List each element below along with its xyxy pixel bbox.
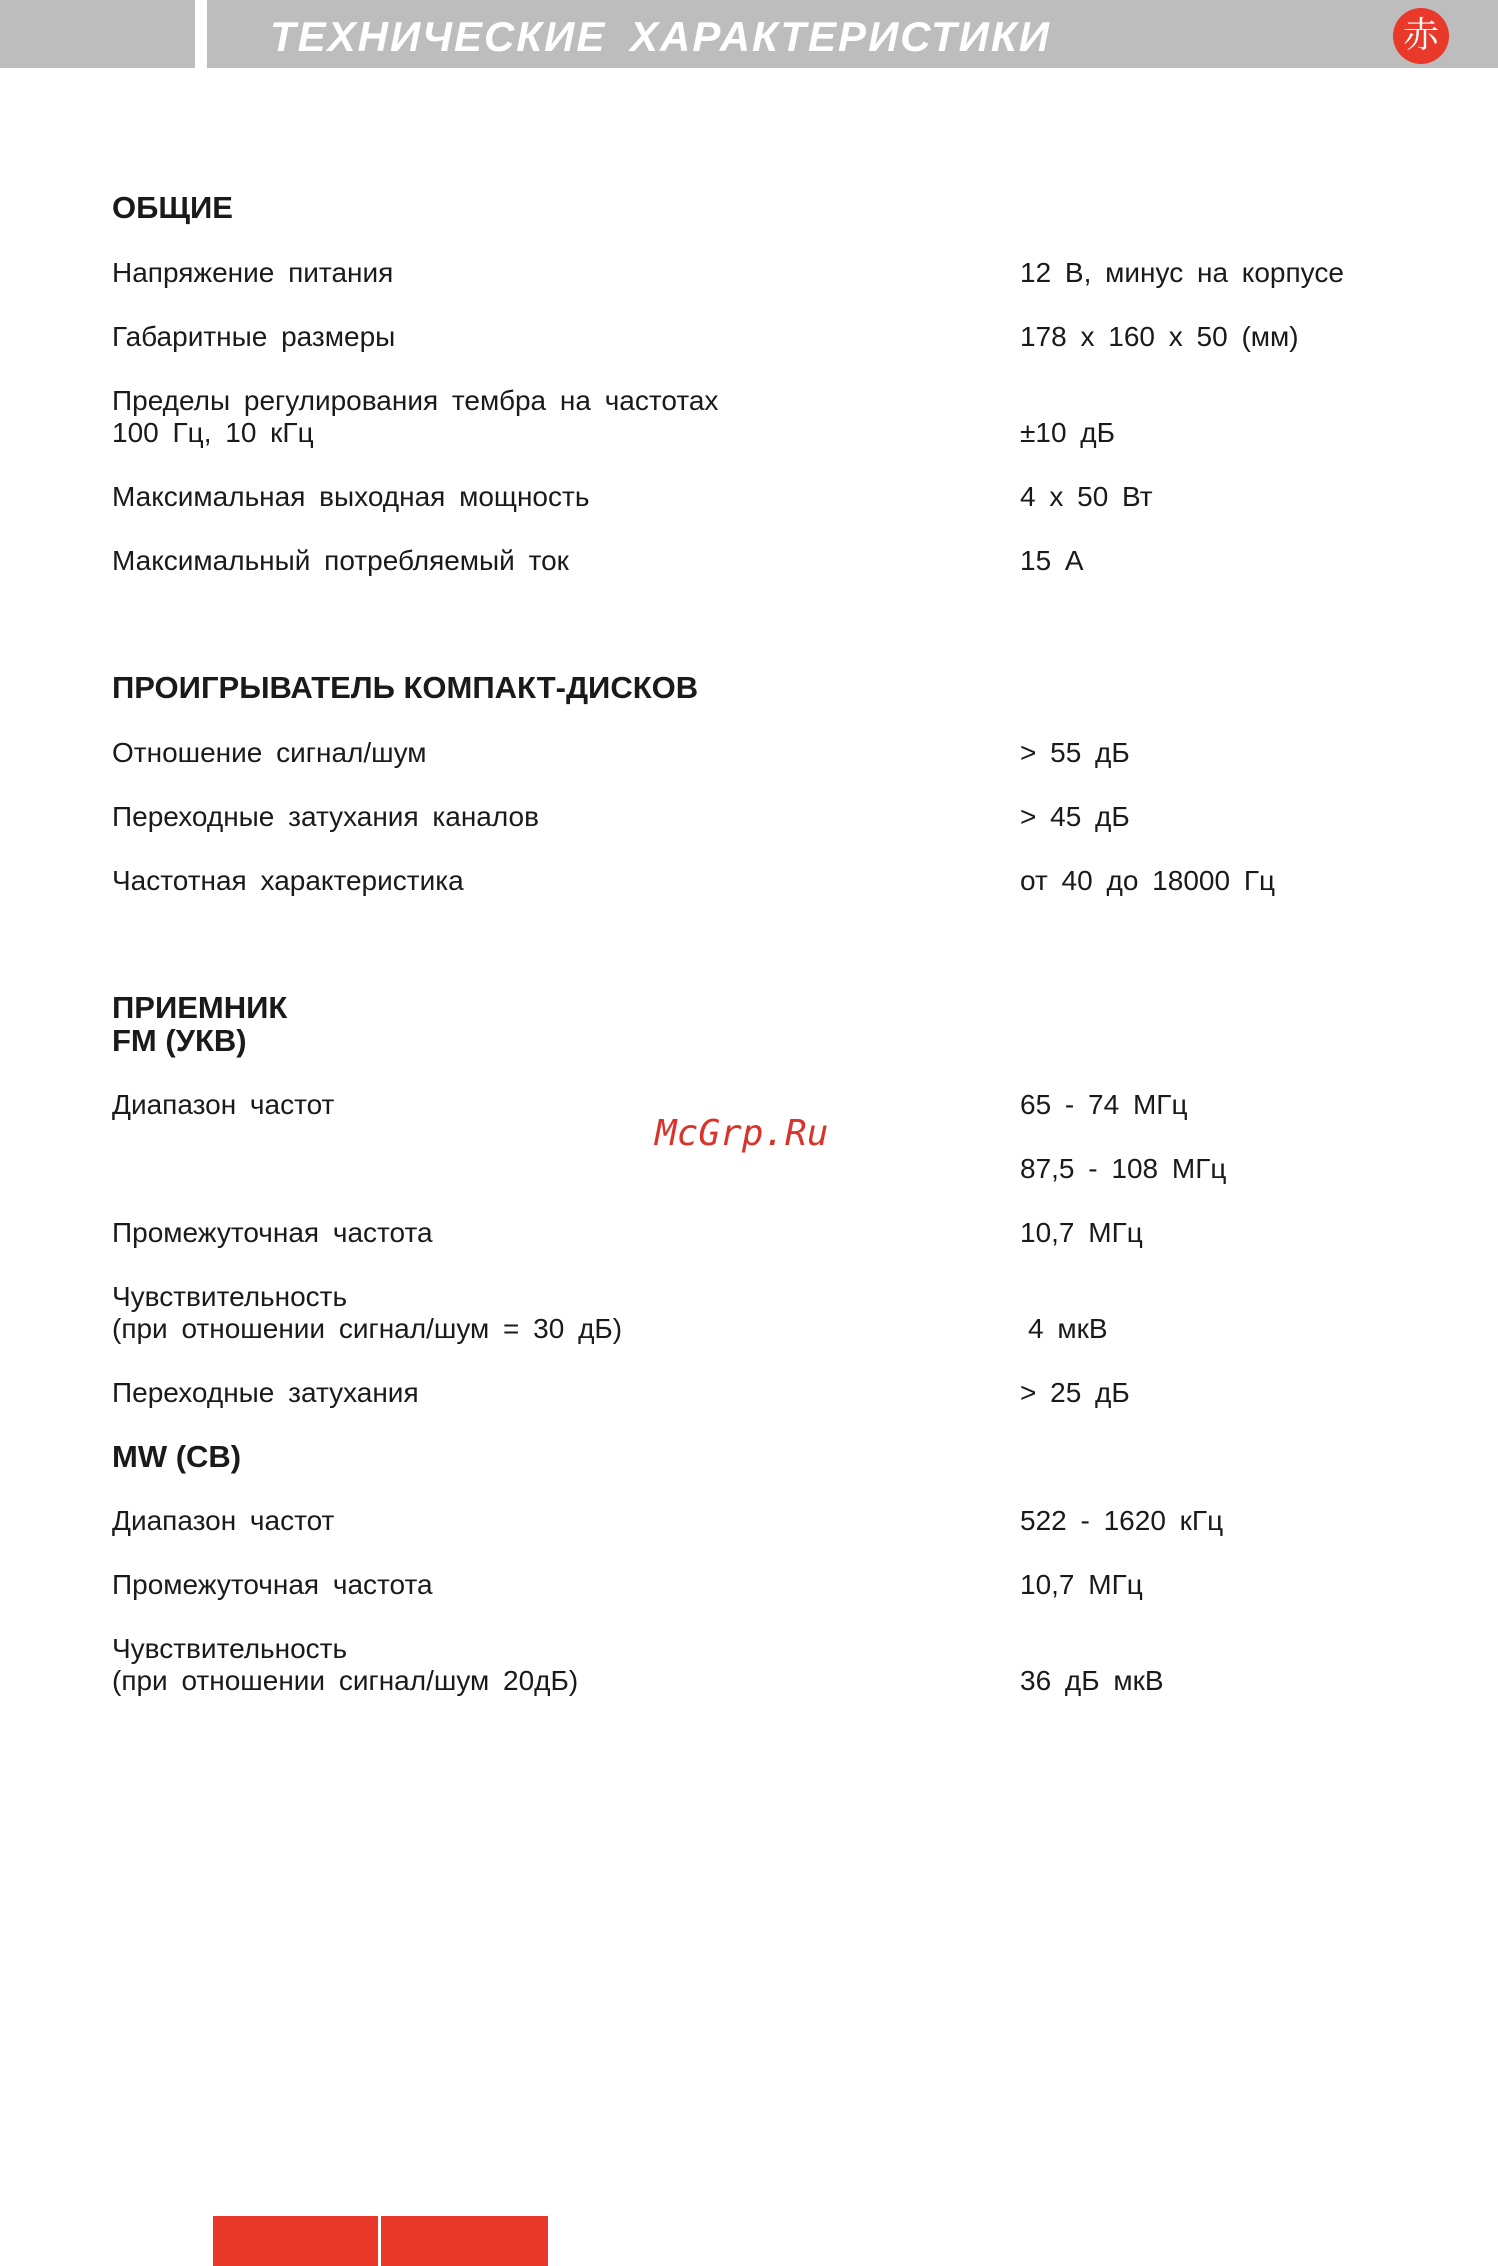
spec-label: Чувствительность — [112, 1633, 348, 1664]
spec-label: Частотная характеристика — [112, 865, 464, 896]
spec-label: Диапазон частот — [112, 1505, 335, 1536]
spec-value: 522 - 1620 кГц — [1020, 1505, 1224, 1536]
spec-value: 178 х 160 х 50 (мм) — [1020, 321, 1299, 352]
spec-label: Переходные затухания каналов — [112, 801, 539, 832]
brand-logo-icon: 赤 — [1393, 8, 1449, 64]
section-title-cd: ПРОИГРЫВАТЕЛЬ КОМПАКТ-ДИСКОВ — [112, 670, 699, 705]
section-subtitle-mw: MW (СВ) — [112, 1439, 242, 1474]
spec-value: > 45 дБ — [1020, 801, 1130, 832]
spec-value: 36 дБ мкВ — [1020, 1665, 1164, 1696]
spec-value: > 25 дБ — [1020, 1377, 1130, 1408]
spec-value: 65 - 74 МГц — [1020, 1089, 1188, 1120]
spec-label: (при отношении сигнал/шум = 30 дБ) — [112, 1313, 623, 1344]
spec-label: Промежуточная частота — [112, 1217, 433, 1248]
spec-value: от 40 до 18000 Гц — [1020, 865, 1276, 896]
spec-value: 4 мкВ — [1028, 1313, 1108, 1344]
page-title: ТЕХНИЧЕСКИЕ ХАРАКТЕРИСТИКИ — [270, 13, 1051, 60]
spec-value: > 55 дБ — [1020, 737, 1130, 768]
spec-value: 4 х 50 Вт — [1020, 481, 1153, 512]
watermark: McGrp.Ru — [655, 1113, 829, 1154]
section-title-general: ОБЩИЕ — [112, 190, 233, 225]
spec-value: 12 В, минус на корпусе — [1020, 257, 1344, 288]
footer-block-right — [381, 2216, 548, 2266]
spec-label: Максимальный потребляемый ток — [112, 545, 569, 576]
spec-label: Габаритные размеры — [112, 321, 396, 352]
spec-value: 15 А — [1020, 545, 1084, 576]
spec-label: Отношение сигнал/шум — [112, 737, 427, 768]
spec-label: Переходные затухания — [112, 1377, 419, 1408]
spec-value: 10,7 МГц — [1020, 1569, 1143, 1600]
spec-label: Промежуточная частота — [112, 1569, 433, 1600]
spec-label: (при отношении сигнал/шум 20дБ) — [112, 1665, 579, 1696]
spec-label: Чувствительность — [112, 1281, 348, 1312]
spec-value: 10,7 МГц — [1020, 1217, 1143, 1248]
section-title-receiver: ПРИЕМНИК — [112, 990, 288, 1025]
footer-block-left — [213, 2216, 378, 2266]
spec-label: Напряжение питания — [112, 257, 394, 288]
section-subtitle-fm: FM (УКВ) — [112, 1023, 247, 1058]
spec-label: 100 Гц, 10 кГц — [112, 417, 314, 448]
header-left-block — [0, 0, 195, 68]
spec-value: ±10 дБ — [1020, 417, 1116, 448]
spec-label: Максимальная выходная мощность — [112, 481, 590, 512]
spec-label: Пределы регулирования тембра на частотах — [112, 385, 719, 416]
spec-label: Диапазон частот — [112, 1089, 335, 1120]
spec-value: 87,5 - 108 МГц — [1020, 1153, 1227, 1184]
